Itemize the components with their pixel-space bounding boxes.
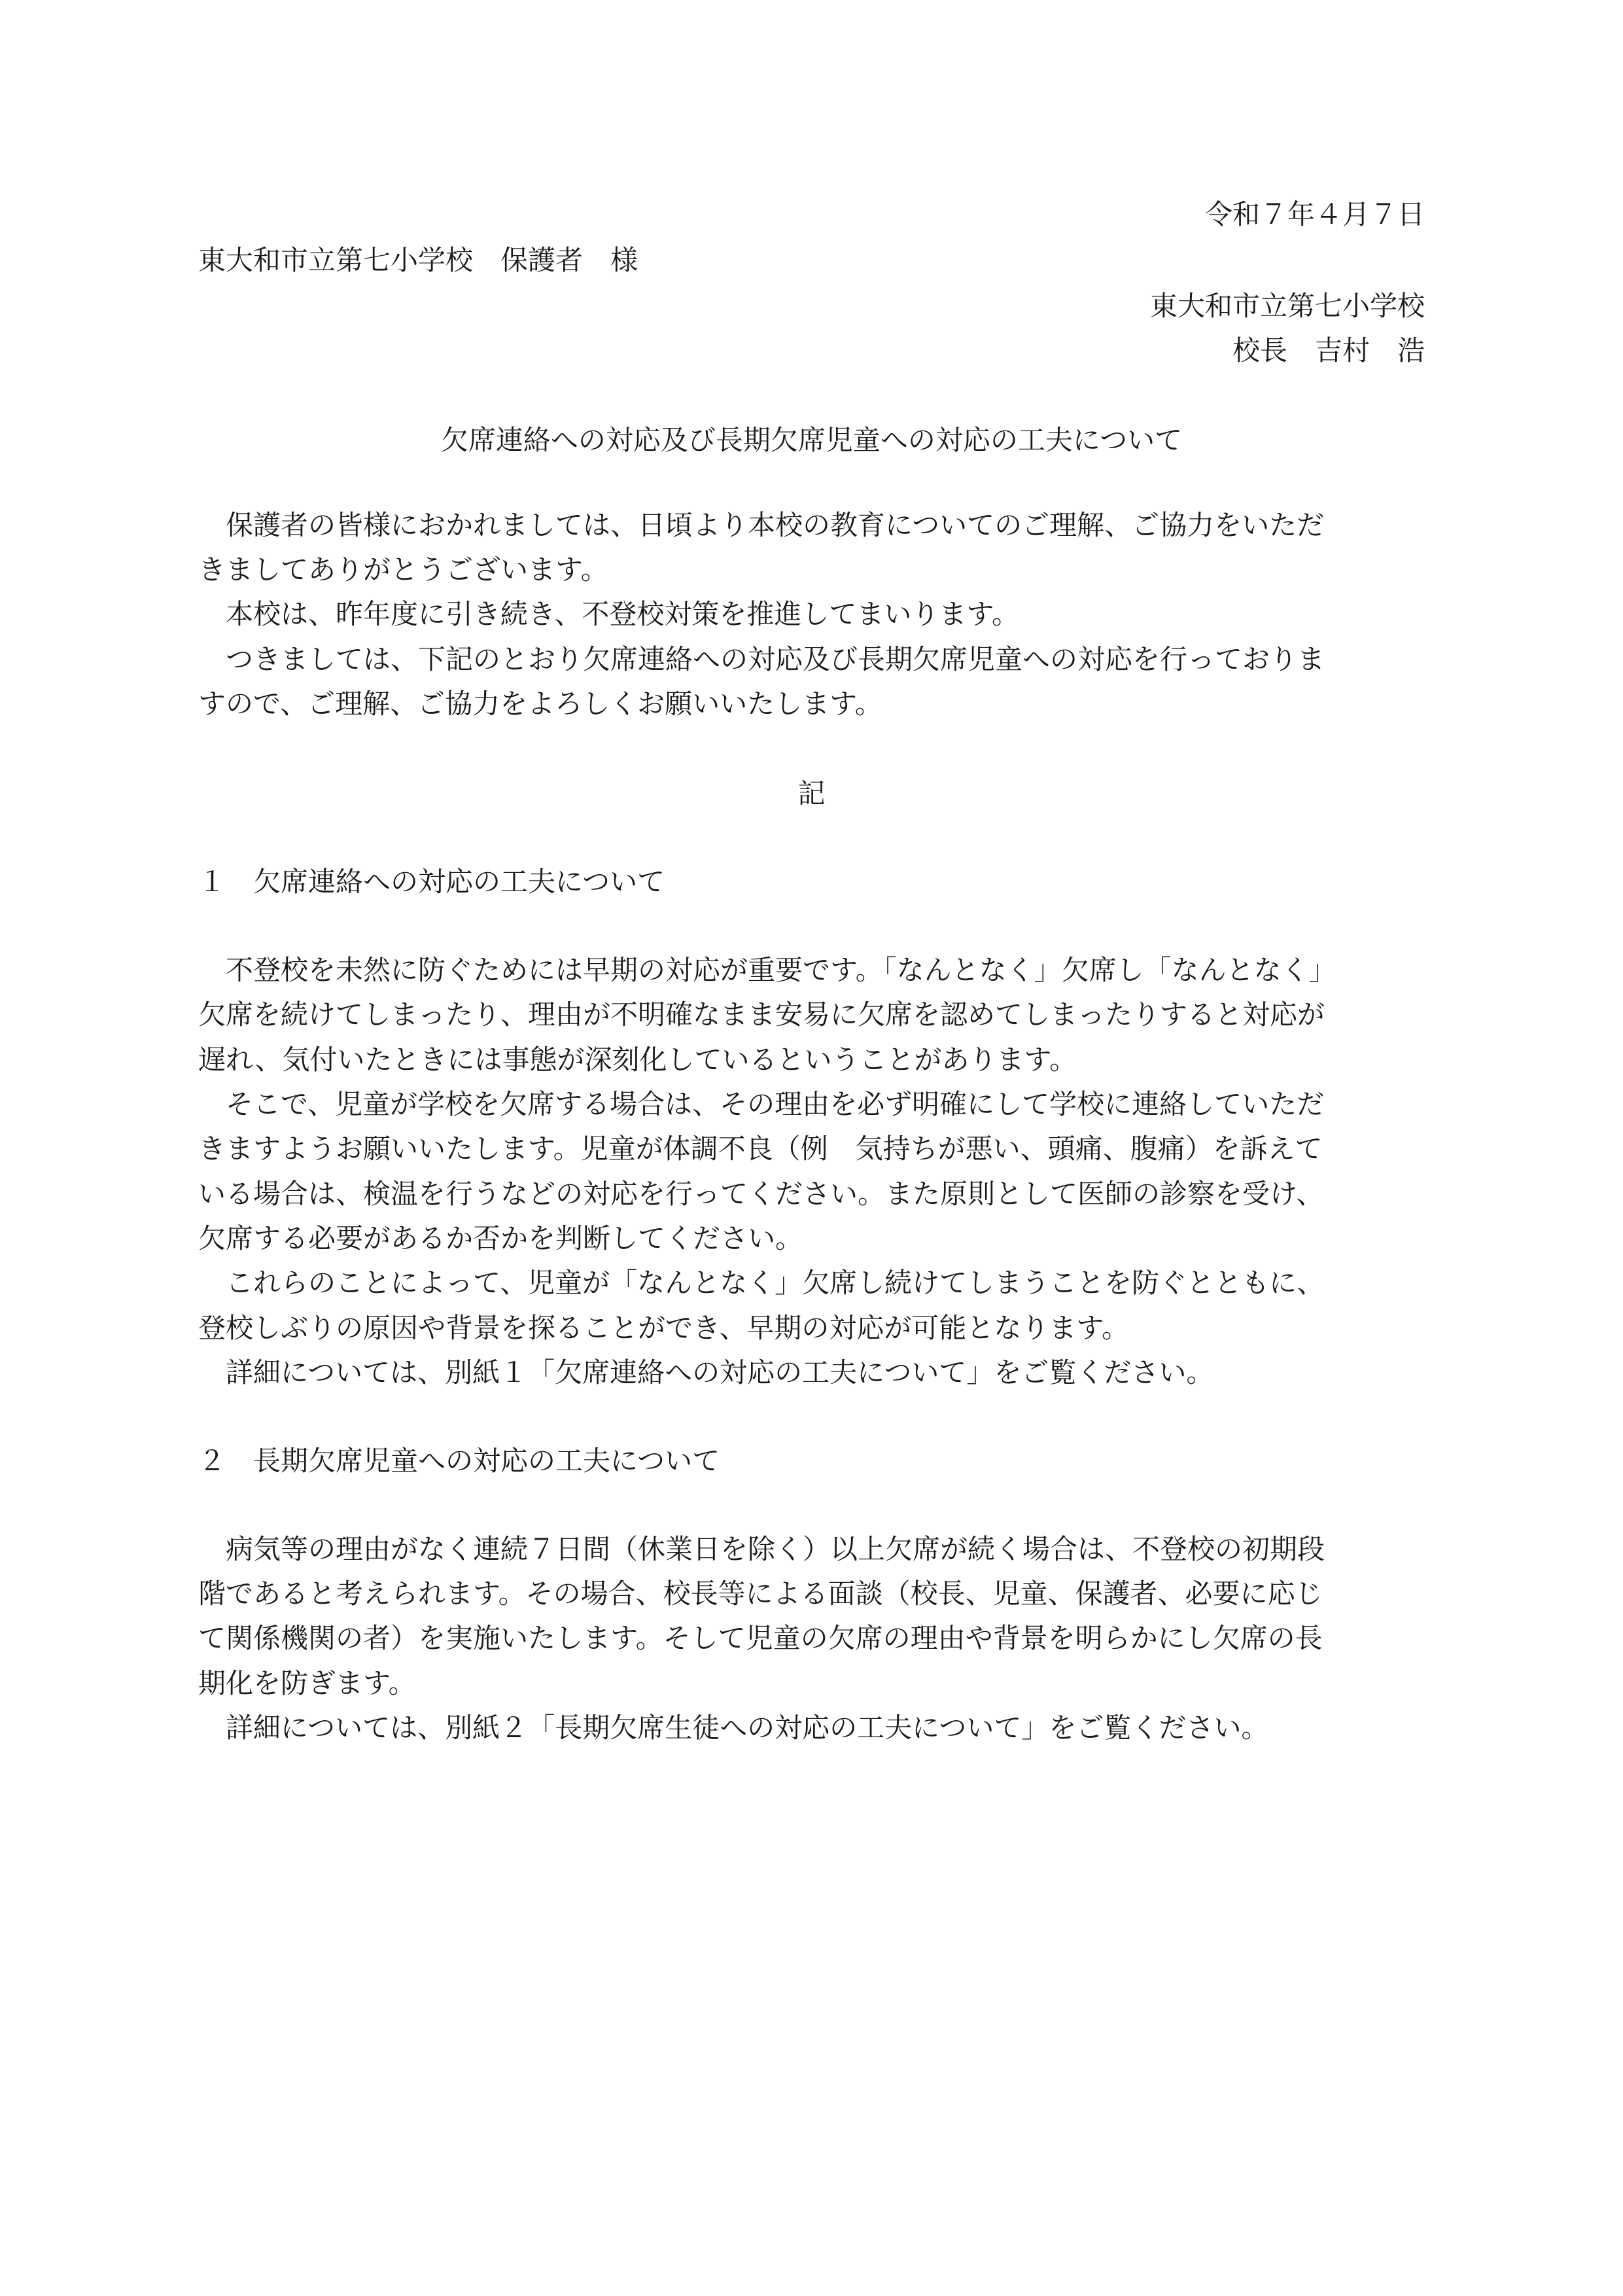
intro-line: 保護者の皆様におかれましては、日頃より本校の教育についてのご理解、ご協力をいただ (198, 509, 1325, 541)
sender-school: 東大和市立第七小学校 (1149, 290, 1425, 322)
section1-line: 欠席を続けてしまったり、理由が不明確なまま安易に欠席を認めてしまったりすると対応が (198, 998, 1325, 1031)
section2-line: 詳細については、別紙２「長期欠席生徒への対応の工夫について」をご覧ください。 (198, 1712, 1269, 1744)
sender-principal: 校長 吉村 浩 (1232, 334, 1425, 366)
section1-line: そこで、児童が学校を欠席する場合は、その理由を必ず明確にして学校に連絡していただ (198, 1088, 1325, 1120)
section1-line: 遅れ、気付いたときには事態が深刻化しているということがあります。 (198, 1044, 1077, 1076)
intro-line: 本校は、昨年度に引き続き、不登校対策を推進してまいります。 (198, 598, 1019, 630)
section2-line: 階であると考えられます。その場合、校長等による面談（校長、児童、保護者、必要に応じ (198, 1578, 1323, 1610)
section2-line: て関係機関の者）を実施いたします。そして児童の欠席の理由や背景を明らかにし欠席の長 (198, 1622, 1323, 1654)
section1-line: きますようお願いいたします。児童が体調不良（例 気持ちが悪い、頭痛、腹痛）を訴えて (198, 1133, 1323, 1165)
recipient: 東大和市立第七小学校 保護者 様 (198, 244, 638, 276)
ki-mark: 記 (797, 777, 826, 809)
section1-line: 詳細については、別紙１「欠席連絡への対応の工夫について」をご覧ください。 (198, 1356, 1214, 1388)
intro-line: すので、ご理解、ご協力をよろしくお願いいたします。 (198, 688, 882, 720)
section1-line: 登校しぶりの原因や背景を探ることができ、早期の対応が可能となります。 (198, 1312, 1129, 1344)
section2-line: 期化を防ぎます。 (198, 1667, 416, 1699)
document-title: 欠席連絡への対応及び長期欠席児童への対応の工夫について (440, 424, 1183, 456)
section1-line: 欠席する必要があるか否かを判断してください。 (198, 1222, 803, 1254)
intro-line: つきましては、下記のとおり欠席連絡への対応及び長期欠席児童への対応を行っておりま (198, 643, 1325, 675)
section1-heading: １ 欠席連絡への対応の工夫について (198, 866, 665, 898)
section1-line: いる場合は、検温を行うなどの対応を行ってください。また原則として医師の診察を受け、 (198, 1178, 1324, 1210)
section1-line: これらのことによって、児童が「なんとなく」欠席し続けてしまうことを防ぐとともに、 (198, 1267, 1325, 1299)
section2-line: 病気等の理由がなく連続７日間（休業日を除く）以上欠席が続く場合は、不登校の初期段 (198, 1533, 1325, 1565)
date: 令和７年４月７日 (1204, 198, 1425, 230)
section2-heading: ２ 長期欠席児童への対応の工夫について (198, 1445, 720, 1477)
intro-line: きましてありがとうございます。 (198, 554, 608, 586)
section1-line: 不登校を未然に防ぐためには早期の対応が重要です。「なんとなく」欠席し「なんとなく」 (198, 954, 1336, 986)
